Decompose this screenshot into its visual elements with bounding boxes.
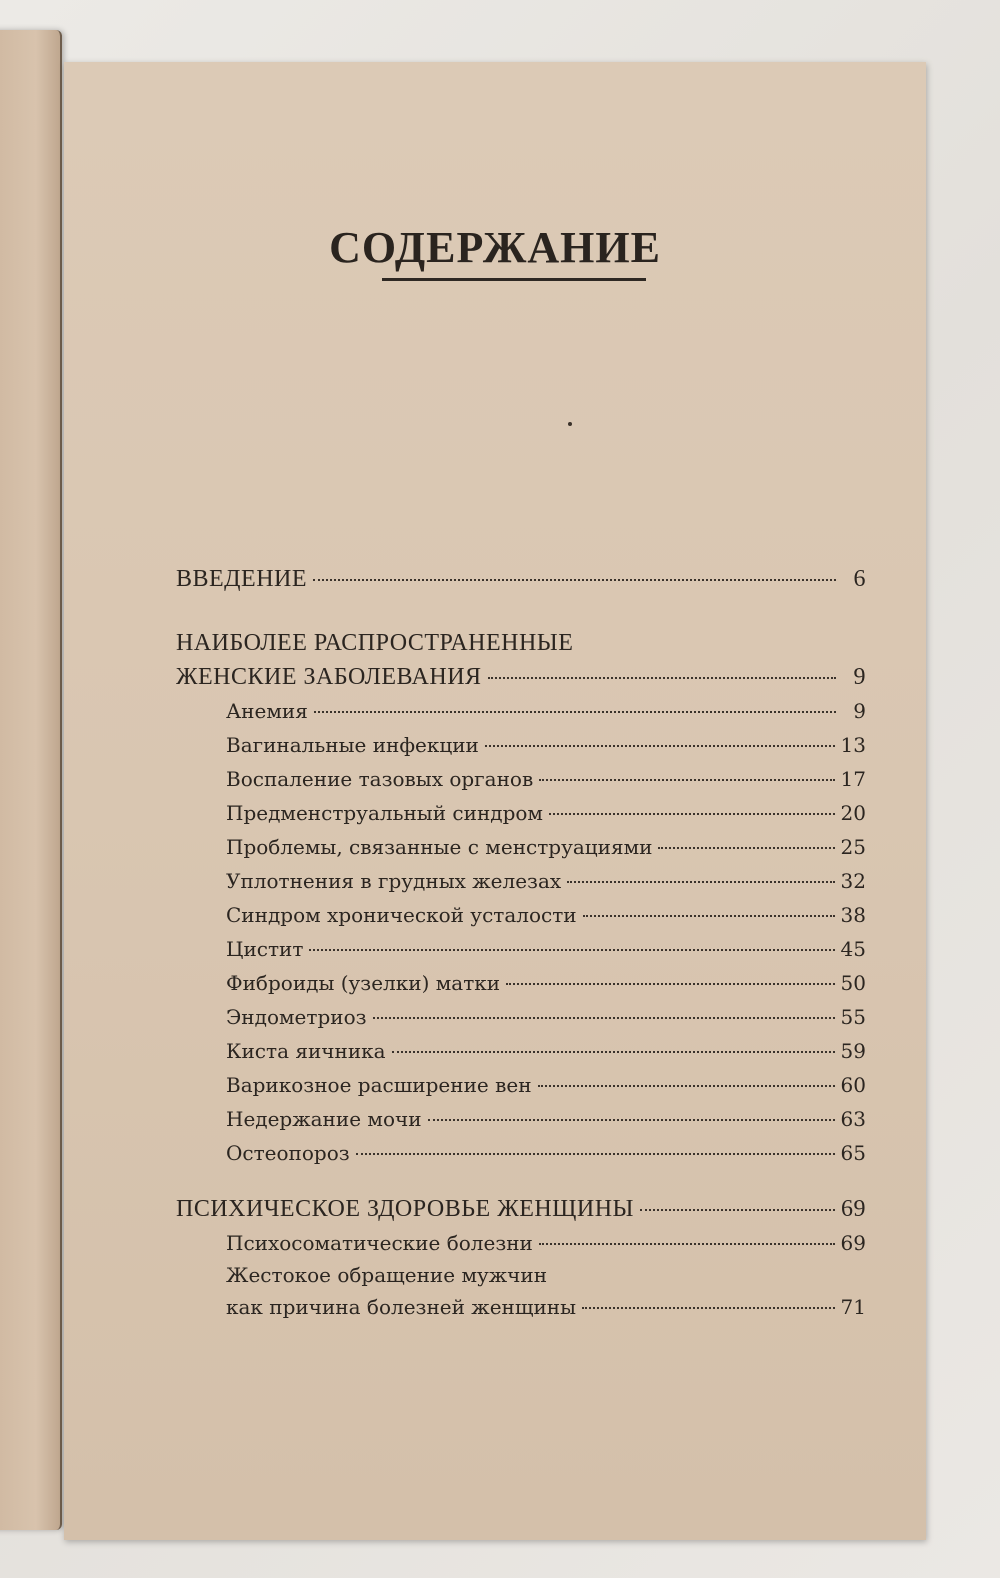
- toc-label: Цистит: [226, 937, 304, 961]
- section2-items: [176, 1226, 866, 1260]
- toc-entry-item[interactable]: [176, 1034, 866, 1068]
- toc-label: Воспаление тазовых органов: [226, 767, 534, 791]
- toc-entry-item[interactable]: [176, 796, 866, 830]
- toc-page-number: 50: [840, 971, 866, 995]
- dot-leader: [373, 1017, 835, 1019]
- ink-speck: [568, 422, 572, 426]
- dot-leader: [309, 949, 834, 951]
- toc-label: ПСИХИЧЕСКОЕ ЗДОРОВЬЕ ЖЕНЩИНЫ: [176, 1196, 634, 1222]
- toc-entry-item[interactable]: [176, 1226, 866, 1260]
- toc-entry-item[interactable]: [176, 1136, 866, 1170]
- title-underline: [382, 278, 646, 281]
- toc-page-number: 9: [853, 664, 866, 690]
- toc-entry-item[interactable]: [176, 966, 866, 1000]
- toc-page-number: 45: [840, 937, 866, 961]
- toc-label: ЖЕНСКИЕ ЗАБОЛЕВАНИЯ: [176, 664, 482, 690]
- toc-label: Варикозное расширение вен: [226, 1073, 532, 1097]
- toc-page-number: 55: [840, 1005, 866, 1029]
- toc-entry-item[interactable]: [176, 932, 866, 966]
- toc-page-number: 59: [840, 1039, 866, 1063]
- page-title: СОДЕРЖАНИЕ: [329, 223, 661, 272]
- toc-entry-item[interactable]: [176, 1102, 866, 1136]
- toc-entry-item[interactable]: [176, 694, 866, 728]
- dot-leader: [538, 1085, 835, 1087]
- toc-page-number: 71: [840, 1295, 866, 1319]
- toc-page-number: 20: [840, 801, 866, 825]
- toc-label: как причина болезней женщины: [226, 1295, 577, 1319]
- toc-label: Остеопороз: [226, 1141, 350, 1165]
- dot-leader: [314, 711, 836, 713]
- toc-page-number: 38: [840, 903, 866, 927]
- toc-page-number: 25: [840, 835, 866, 859]
- dot-leader: [313, 579, 836, 581]
- toc-page-number: 69: [841, 1196, 866, 1222]
- toc-label: Анемия: [226, 699, 308, 723]
- section1-items: [176, 694, 866, 1170]
- toc-label: Киста яичника: [226, 1039, 386, 1063]
- dot-leader: [549, 813, 835, 815]
- toc-page-number: 69: [840, 1231, 866, 1255]
- toc-label: Эндометриоз: [226, 1005, 367, 1029]
- toc-entry-item[interactable]: [176, 728, 866, 762]
- dot-leader: [488, 677, 836, 679]
- toc-page-number: 9: [853, 699, 866, 723]
- toc-entry-section1[interactable]: [176, 660, 866, 694]
- book-page: [64, 62, 926, 1540]
- toc-entry-item[interactable]: [176, 1068, 866, 1102]
- dot-leader: [583, 915, 835, 917]
- dot-leader: [567, 881, 834, 883]
- toc-label: Синдром хронической усталости: [226, 903, 577, 927]
- dot-leader: [485, 745, 835, 747]
- toc-label: Фиброиды (узелки) матки: [226, 971, 501, 995]
- toc-label: ВВЕДЕНИЕ: [176, 566, 308, 592]
- left-page-edge: [0, 30, 62, 1530]
- dot-leader: [539, 1243, 835, 1245]
- dot-leader: [539, 779, 834, 781]
- toc-entry-item[interactable]: [176, 830, 866, 864]
- dot-leader: [640, 1209, 835, 1211]
- toc-page-number: 17: [840, 767, 866, 791]
- dot-leader: [392, 1051, 835, 1053]
- dot-leader: [582, 1307, 835, 1309]
- dot-leader: [428, 1119, 835, 1121]
- toc-page-number: 65: [840, 1141, 866, 1165]
- toc-entry-item[interactable]: [176, 898, 866, 932]
- toc-label: Недержание мочи: [226, 1107, 422, 1131]
- table-of-contents: [176, 562, 866, 1324]
- toc-label: Проблемы, связанные с менструациями: [226, 835, 653, 859]
- toc-entry-item[interactable]: [176, 762, 866, 796]
- toc-label: Предменструальный синдром: [226, 801, 543, 825]
- toc-item-wrap-line1: Жестокое обращение мужчин: [226, 1263, 548, 1287]
- toc-label: Психосоматические болезни: [226, 1231, 533, 1255]
- toc-entry-item[interactable]: [176, 1290, 866, 1324]
- dot-leader: [658, 847, 834, 849]
- toc-entry-item[interactable]: [176, 1000, 866, 1034]
- toc-entry-intro[interactable]: [176, 562, 866, 596]
- dot-leader: [356, 1153, 835, 1155]
- toc-entry-section2[interactable]: [176, 1192, 866, 1226]
- toc-label: Уплотнения в грудных железах: [226, 869, 562, 893]
- toc-page-number: 60: [840, 1073, 866, 1097]
- toc-page-number: 32: [840, 869, 866, 893]
- toc-label: Вагинальные инфекции: [226, 733, 479, 757]
- toc-page-number: 63: [840, 1107, 866, 1131]
- toc-section-title-line1: НАИБОЛЕЕ РАСПРОСТРАНЕННЫЕ: [176, 630, 574, 656]
- toc-page-number: 6: [853, 566, 866, 592]
- toc-page-number: 13: [840, 733, 866, 757]
- dot-leader: [506, 983, 834, 985]
- toc-entry-item[interactable]: [176, 864, 866, 898]
